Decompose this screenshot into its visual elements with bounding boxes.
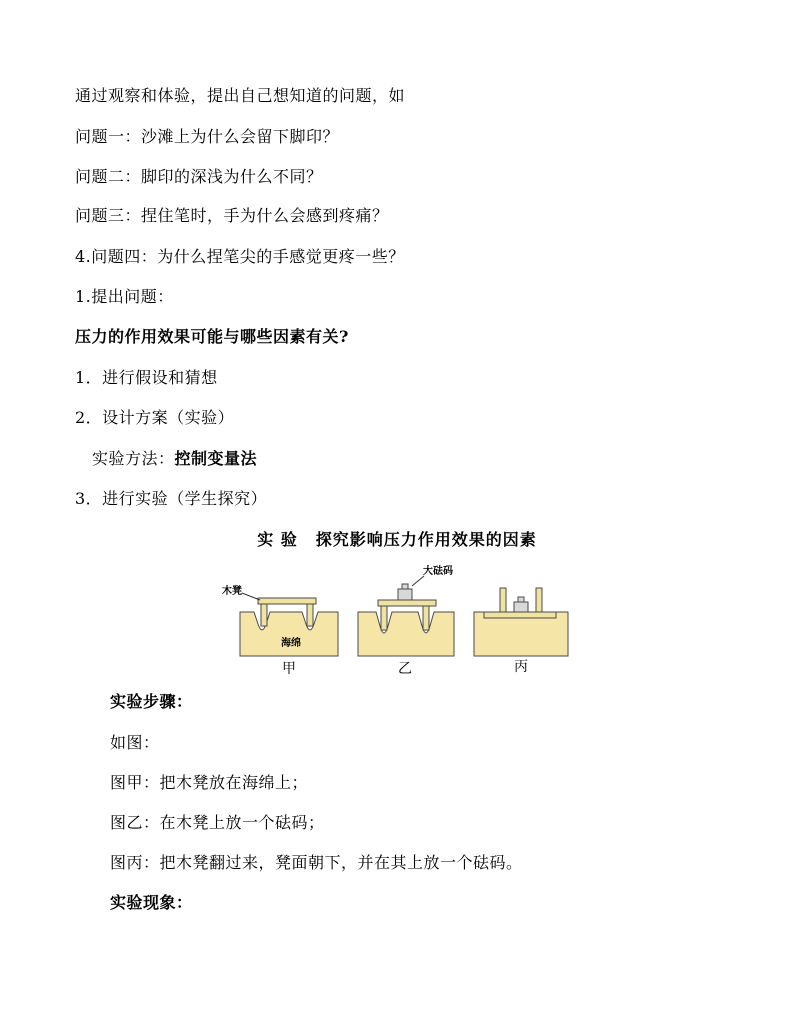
question-3: 问题三：捏住笔时，手为什么会感到疼痛？	[75, 206, 389, 225]
caption-part2: 探究影响压力作用效果的因素	[315, 530, 537, 549]
weight-label: 大砝码	[423, 566, 453, 577]
method-value: 控制变量法	[174, 449, 258, 468]
stool-leg-left-jia	[261, 604, 267, 626]
step-item-jia: 图甲：把木凳放在海绵上；	[110, 773, 309, 792]
stool-top-jia	[258, 598, 316, 604]
method-line	[92, 449, 257, 469]
question-2: 问题二：脚印的深浅为什么不同？	[75, 167, 323, 186]
step-raise-question: 1.提出问题：	[75, 287, 174, 306]
step-design: 2．设计方案（实验）	[75, 408, 235, 427]
panel-yi	[358, 564, 454, 677]
line-intro: 通过观察和体验，提出自己想知道的问题，如	[75, 86, 406, 105]
weight-body-bing	[514, 602, 528, 612]
stool-leg-left-yi	[381, 606, 387, 630]
stool-pointer	[242, 593, 260, 600]
experiment-figure	[218, 560, 578, 678]
question-1: 问题一：沙滩上为什么会留下脚印？	[75, 127, 340, 146]
panel-jia	[222, 584, 338, 677]
figure-caption	[0, 530, 794, 550]
stool-leg-right-yi	[423, 606, 429, 630]
step-experiment: 3．进行实验（学生探究）	[75, 489, 268, 508]
panel-label-jia: 甲	[282, 661, 296, 677]
weight-knob-yi	[402, 584, 408, 589]
panel-label-bing: 丙	[514, 659, 528, 675]
research-question: 压力的作用效果可能与哪些因素有关?	[75, 327, 349, 346]
step-item-bing: 图丙：把木凳翻过来，凳面朝下，并在其上放一个砝码。	[110, 853, 523, 872]
stool-leg-left-bing	[500, 588, 506, 612]
caption-part1: 实 验	[257, 530, 298, 549]
sponge-label: 海绵	[281, 638, 301, 649]
panel-bing	[474, 588, 568, 675]
sponge-bing	[474, 612, 568, 656]
stool-leg-right-jia	[307, 604, 313, 626]
stool-leg-right-bing	[536, 588, 542, 612]
step-hypothesis: 1．进行假设和猜想	[75, 368, 218, 387]
panel-label-yi: 乙	[398, 661, 412, 677]
weight-knob-bing	[518, 597, 524, 602]
weight-pointer	[412, 576, 424, 586]
stool-top-yi	[378, 600, 436, 606]
steps-intro: 如图：	[110, 733, 160, 752]
steps-heading: 实验步骤：	[110, 692, 193, 711]
sponge-yi	[358, 612, 454, 656]
method-label: 实验方法：	[92, 449, 175, 468]
question-4: 4.问题四：为什么捏笔尖的手感觉更疼一些？	[75, 247, 405, 266]
stool-top-bing	[484, 612, 556, 618]
phenomenon-heading: 实验现象：	[110, 893, 193, 912]
stool-label: 木凳	[222, 586, 242, 597]
sponge-jia	[240, 612, 338, 656]
step-item-yi: 图乙：在木凳上放一个砝码；	[110, 813, 325, 832]
weight-body-yi	[398, 589, 412, 600]
